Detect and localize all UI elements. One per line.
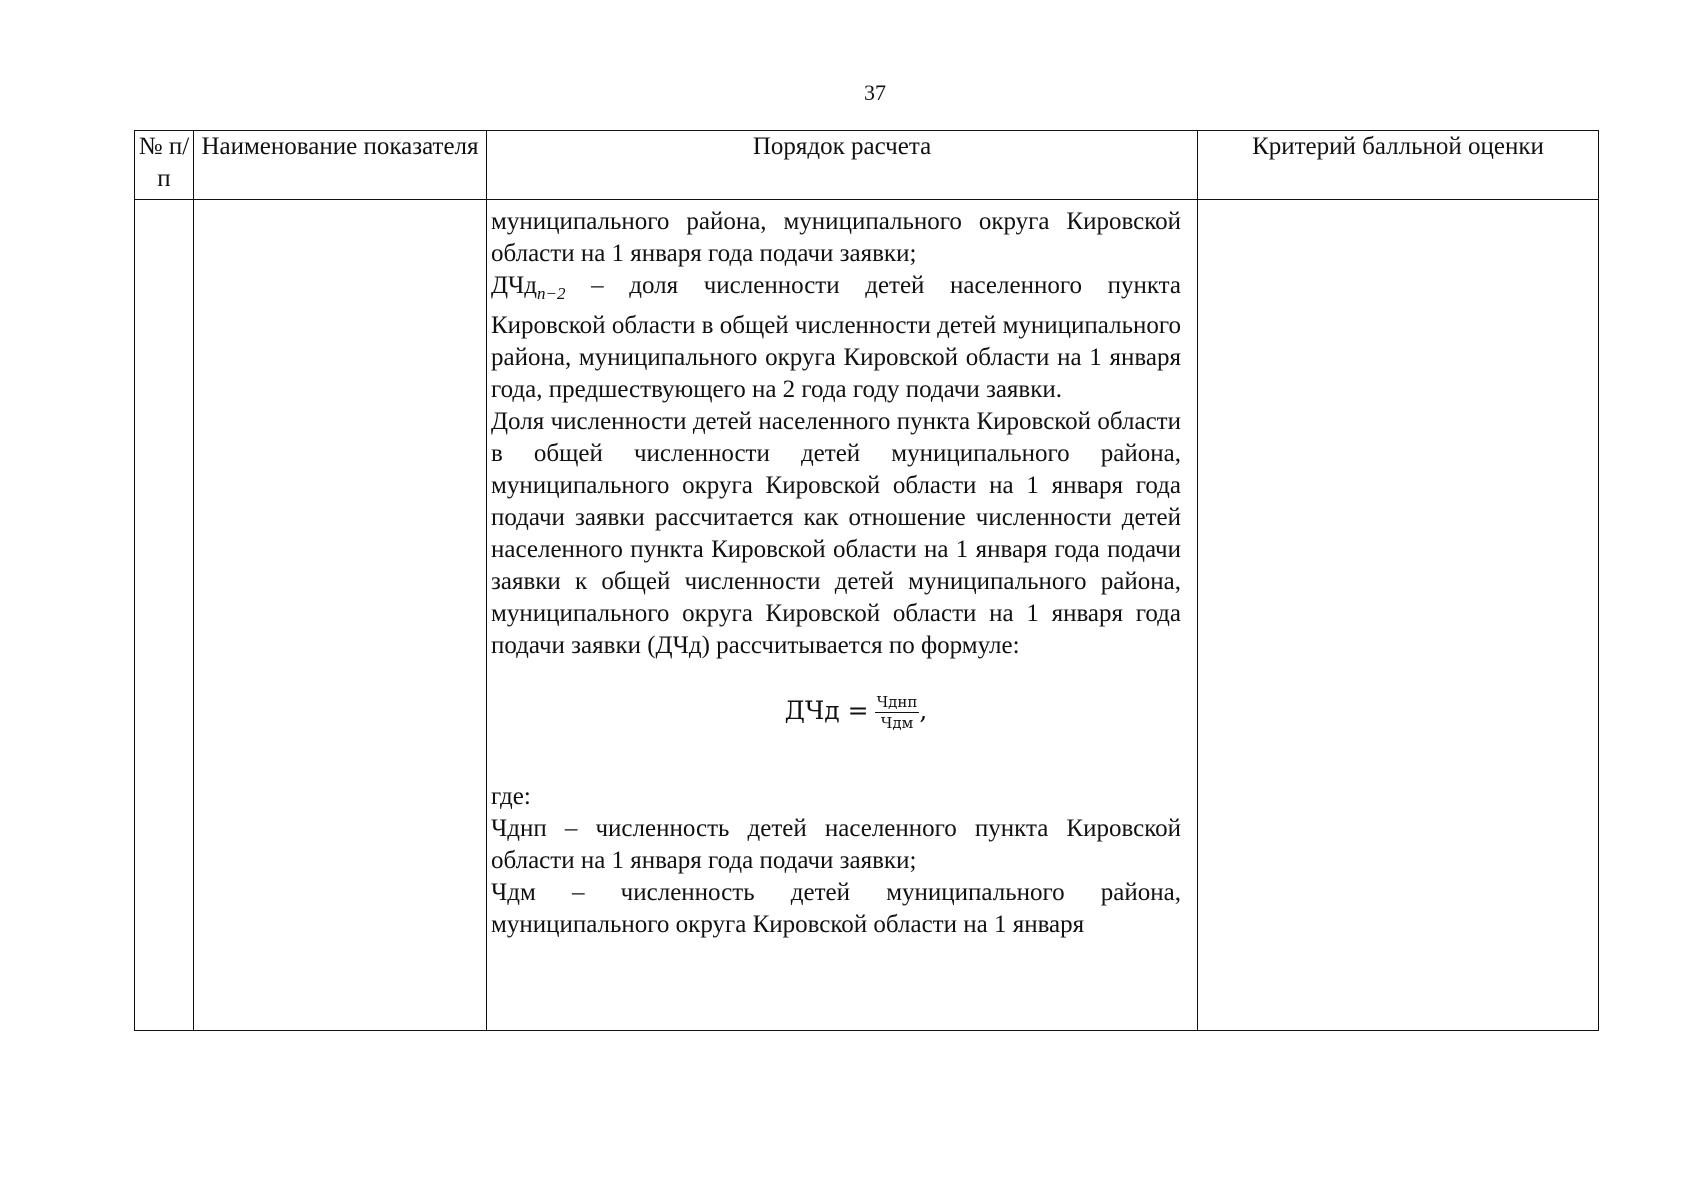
page-number: 37: [864, 80, 886, 105]
formula-numerator: Чднп: [876, 693, 918, 711]
calc-paragraph-3: Доля численности детей населенного пункта Кировской области в общей численности детей муниципального района, муниципального округа Кировской области на 1 января года подачи заявки рассчитается как отношение численности детей населенного пункта Кировской области на 1 января года подачи заявки к общей численности детей муниципального района, муниципального округа Кировской области на 1 января года подачи заявки (ДЧд) рассчитывается по формуле:: [491, 408, 1181, 659]
calc-paragraph-2-text: – доля численности детей населенного пункта Кировской области в общей численности детей муниципального района, муниципального округа Кировской области на 1 января года, предшествующего на 2 года году подачи заявки.: [491, 272, 1181, 403]
header-calculation: Порядок расчета: [487, 131, 1198, 200]
header-indicator-name: Наименование показателя: [194, 131, 487, 200]
cell-indicator-name: [194, 200, 487, 1031]
calc-paragraph-2: [491, 270, 1181, 406]
cell-number: [135, 200, 194, 1031]
formula-tail: ,: [919, 696, 928, 725]
calc-definition-1: Чднп – численность детей населенного пункта Кировской области на 1 января года подачи заявки;: [491, 815, 1181, 874]
formula-fraction: [875, 692, 920, 733]
table-header-row: [135, 131, 1599, 200]
table-row: [135, 200, 1599, 1031]
header-criterion: Критерий балльной оценки: [1198, 131, 1599, 200]
formula-denominator: Чдм: [880, 714, 914, 732]
formula-lhs: ДЧд =: [784, 696, 869, 725]
calc-definition-2: Чдм – численность детей муниципального района, муниципального округа Кировской области на 1 января: [491, 879, 1181, 938]
symbol-subscript: n−2: [537, 284, 566, 303]
calc-paragraph-1: муниципального района, муниципального округа Кировской области на 1 января года подачи заявки;: [491, 208, 1181, 267]
header-number: № п/п: [135, 131, 194, 200]
symbol-dchd: ДЧд: [491, 272, 538, 299]
cell-calculation: [487, 200, 1198, 1031]
formula: [531, 692, 1181, 733]
cell-criterion: [1198, 200, 1599, 1031]
calc-where: где:: [491, 783, 531, 810]
document-table: [134, 130, 1599, 1031]
